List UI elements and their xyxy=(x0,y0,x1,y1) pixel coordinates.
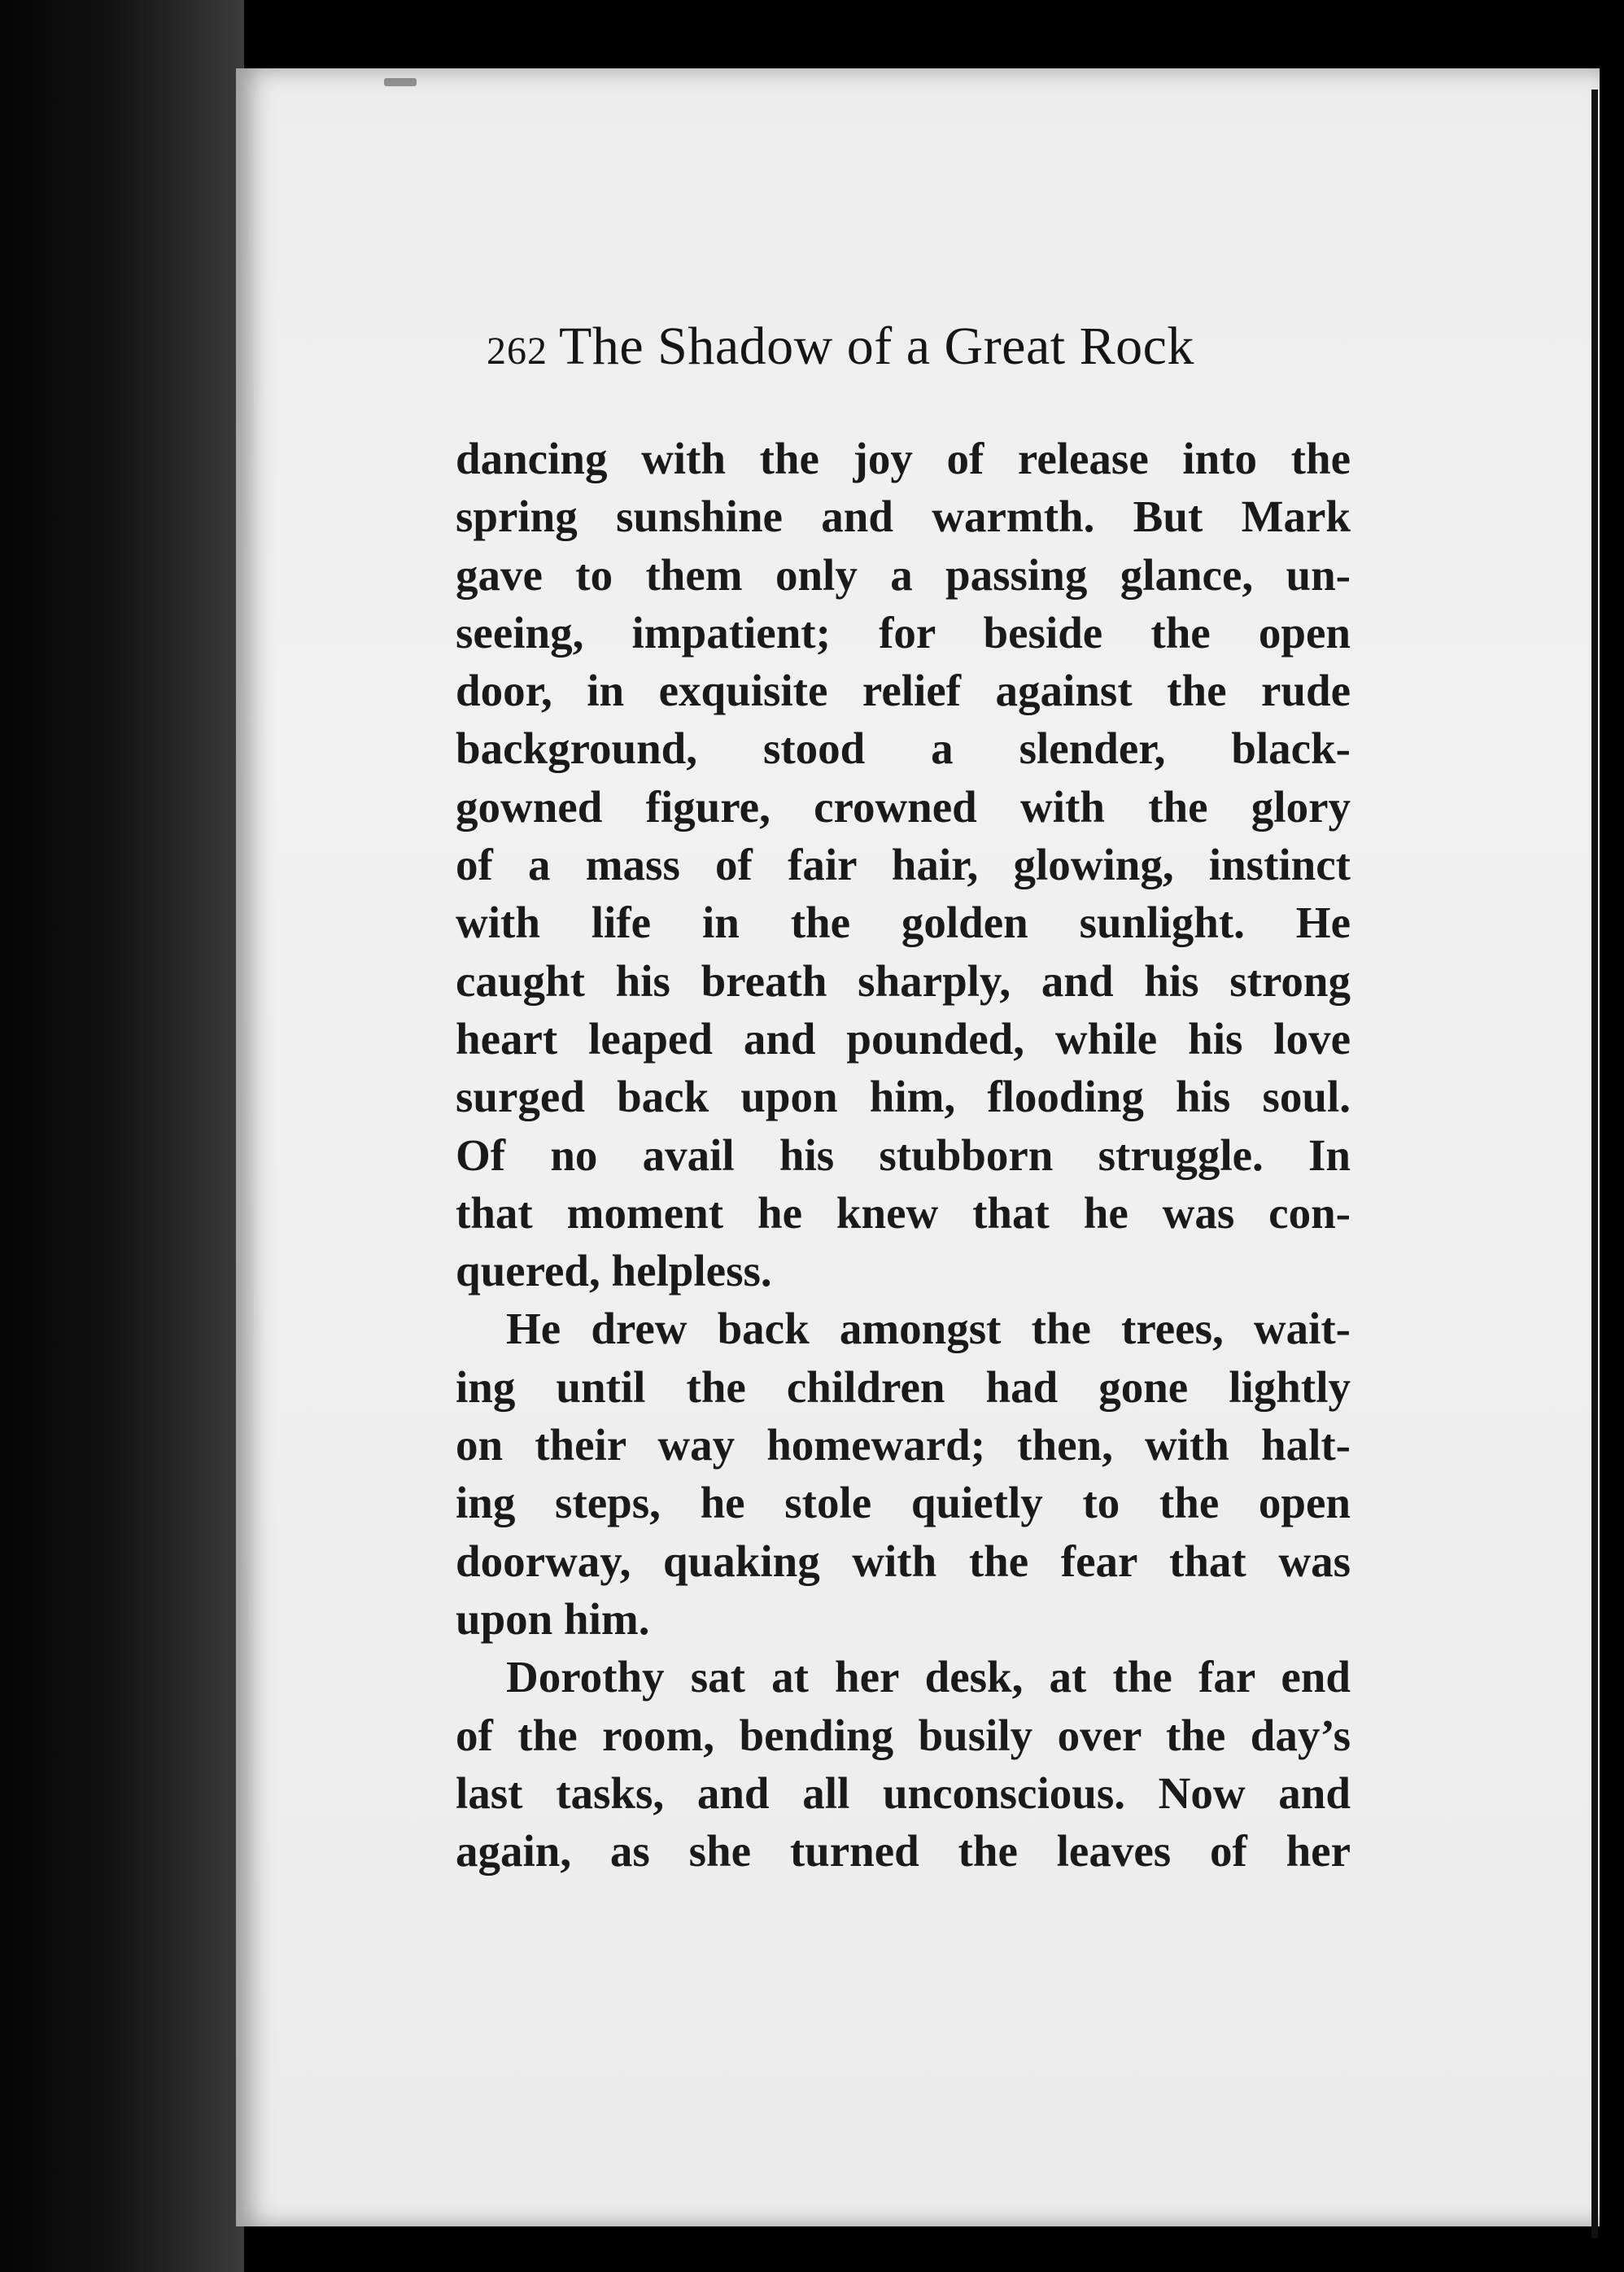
text-line: surged back upon him, flooding his soul. xyxy=(456,1072,1351,1122)
scan-border-left xyxy=(0,0,244,2272)
text-line: door, in exquisite relief against the rude xyxy=(456,666,1351,716)
text-line: of a mass of fair hair, glowing, instinct xyxy=(456,840,1351,890)
text-line: Of no avail his stubborn struggle. In xyxy=(456,1129,1351,1180)
text-line: last tasks, and all unconscious. Now and xyxy=(456,1767,1351,1818)
text-line: quered, helpless. xyxy=(456,1246,772,1296)
running-head xyxy=(487,316,1382,389)
text-line: He drew back amongst the trees, wait- xyxy=(506,1304,1351,1354)
text-line: dancing with the joy of release into the xyxy=(456,434,1351,483)
paragraph-3 xyxy=(456,1648,1351,1880)
scan-speck xyxy=(384,78,417,86)
text-line: heart leaped and pounded, while his love xyxy=(456,1013,1351,1064)
text-line: background, stood a slender, black- xyxy=(456,723,1351,774)
text-line: upon him. xyxy=(456,1593,650,1644)
text-line: spring sunshine and warmth. But Mark xyxy=(456,492,1351,542)
text-line: on their way homeward; then, with halt- xyxy=(456,1420,1351,1470)
text-line: doorway, quaking with the fear that was xyxy=(456,1536,1351,1586)
body-text xyxy=(456,430,1351,1880)
text-line: ing steps, he stole quietly to the open xyxy=(456,1478,1351,1528)
text-line: gave to them only a passing glance, un- xyxy=(456,549,1351,600)
page-edge-shadow xyxy=(1591,90,1598,2238)
text-line: again, as she turned the leaves of her xyxy=(456,1826,1351,1877)
text-line: ing until the children had gone lightly xyxy=(456,1361,1351,1412)
running-title: The Shadow of a Great Rock xyxy=(559,317,1194,376)
text-line: with life in the golden sunlight. He xyxy=(456,898,1351,948)
text-line: seeing, impatient; for beside the open xyxy=(456,607,1351,658)
text-line: caught his breath sharply, and his strong xyxy=(456,955,1351,1006)
paragraph-1 xyxy=(456,430,1351,1300)
page-number: 262 xyxy=(487,330,548,373)
text-line: of the room, bending busily over the day’s xyxy=(456,1710,1351,1760)
text-line: Dorothy sat at her desk, at the far end xyxy=(506,1652,1351,1702)
text-line: that moment he knew that he was con- xyxy=(456,1187,1351,1238)
text-line: gowned figure, crowned with the glory xyxy=(456,781,1351,832)
paragraph-2 xyxy=(456,1300,1351,1648)
